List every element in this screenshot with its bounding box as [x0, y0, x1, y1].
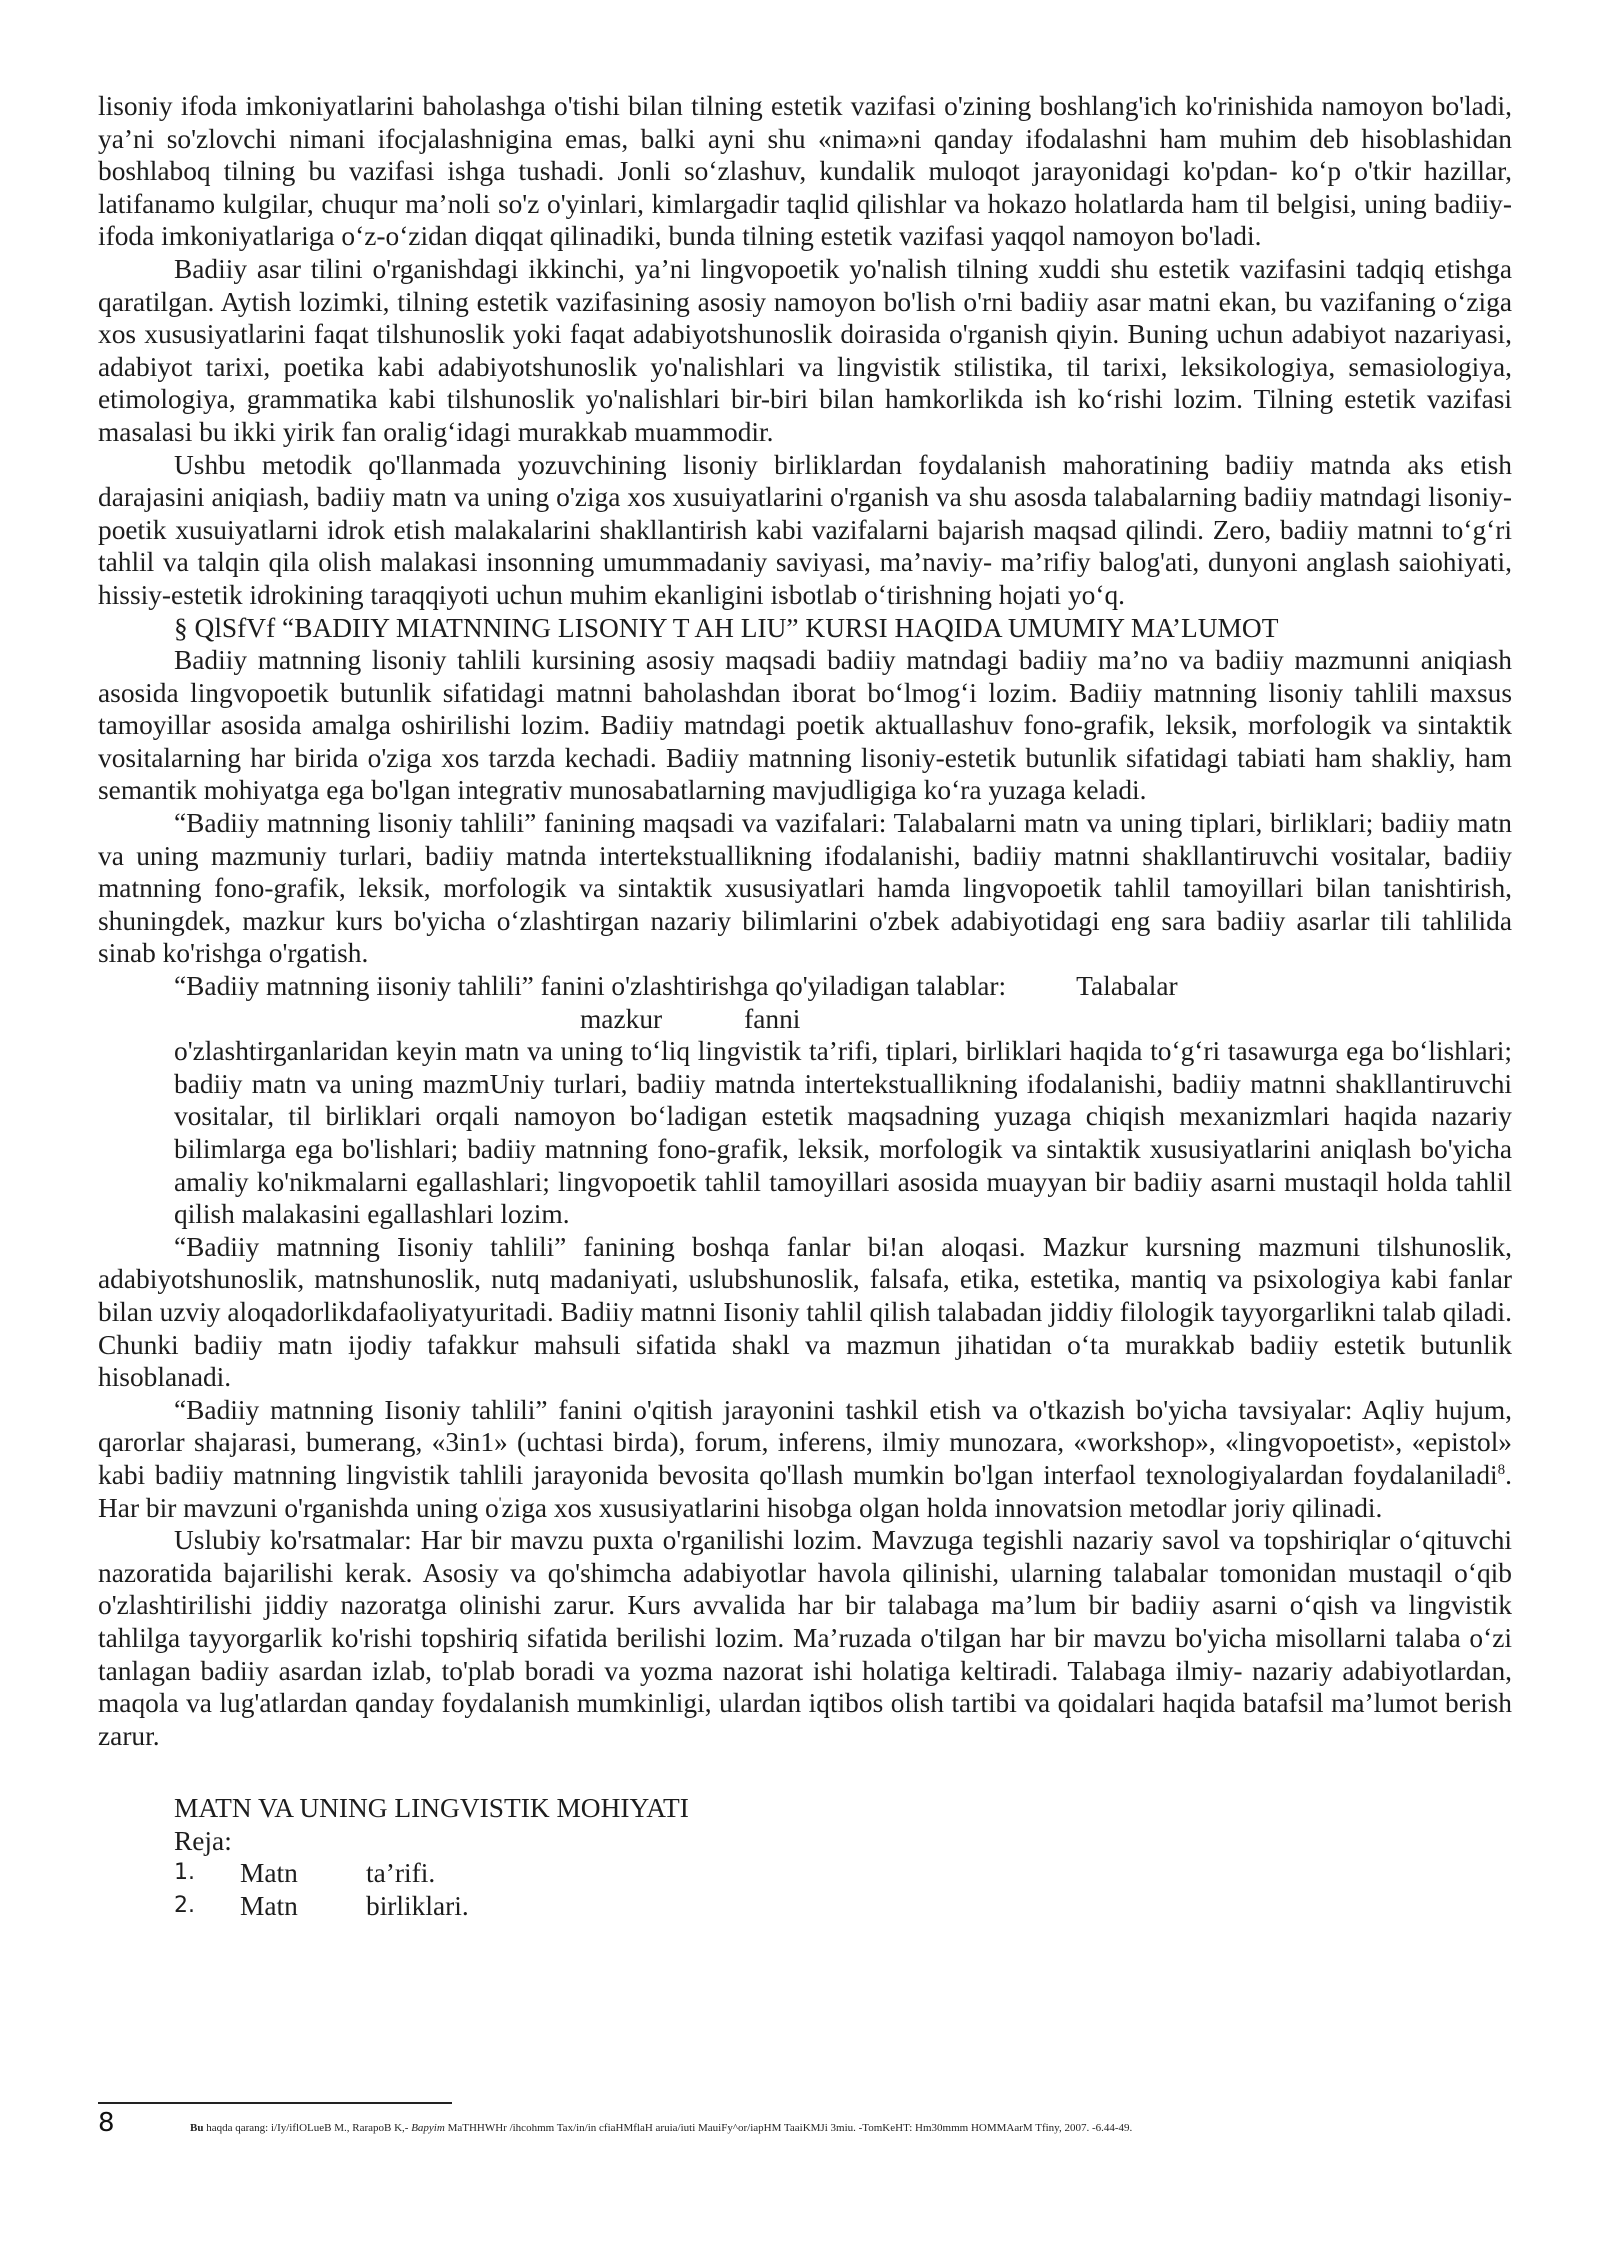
plan-item-1	[98, 1857, 1512, 1890]
plan-item-text: birliklari.	[366, 1891, 469, 1922]
paragraph-2: Badiiy asar tilini o'rganishdagi ikkinchi, ya’ni lingvopoetik yo'nalish tilning xuddi shu estetik vazifasini tadqiq etishga qaratilgan. Aytish lozimki, tilning estetik vazifasining asosiy namoyon bo'lish o'rni badiiy asar matni ekan, bu vazifaning o‘ziga xos xususiyatlarini faqat tilshunoslik yoki faqat adabiyotshunoslik doirasida o'rganish qiyin. Buning uchun adabiyot nazariyasi, adabiyot tarixi, poetika kabi adabiyotshunoslik yo'nalishlari va lingvistik stilistika, til tarixi, leksikologiya, semasiologiya, etimologiya, grammatika kabi tilshunoslik yo'nalishlari bir-biri bilan hamkorlikda ish ko‘rishi lozim. Tilning estetik vazifasi masalasi bu ikki yirik fan oralig‘idagi murakkab muammodir.	[98, 253, 1512, 447]
chapter-title: MATN VA UNING LINGVISTIK MOHIYATI	[174, 1793, 689, 1824]
paragraph-8-text-b: . Har bir mavzuni o'rganishda uning o	[98, 1459, 1512, 1523]
footnote-text-a: haqda qarang: i/Iy/iflOLueB M., RarapoB K,-	[203, 2122, 412, 2134]
plan-item-text: ta’rifi.	[366, 1858, 436, 1889]
requirements-lead-word: Talabalar	[1076, 971, 1178, 1002]
paragraph-8-text-a: “Badiiy matnning Iisoniy tahlili” fanini o'qitish jarayonini tashkil etish va o'tkazish bo'yicha tavsiyalar: Aqliy hujum, qarorlar shajarasi, bumerang, «3in1» (uchtasi birda), forum, inferens, ilmiy munozara, «workshop», «lingvopoetist», «epistol» kabi badiiy matnning lingvistik tahlili jarayonida bevosita qo'llash mumkin bo'lgan interfaol texnologiyalardan foydalaniladi	[98, 1394, 1512, 1490]
footnote-divider	[98, 2102, 452, 2104]
paragraph-4: Badiiy matnning lisoniy tahlili kursining asosiy maqsadi badiiy matndagi badiiy ma’no va badiiy mazmunni aniqiash asosida lingvopoetik butunlik sifatidagi matnni baholashdan iborat bo‘lmog‘i lozim. Badiiy matnning lisoniy tahlili maxsus tamoyillar asosida amalga oshirilishi lozim. Badiiy matndagi poetik aktuallashuv fono-grafik, leksik, morfologik va sintaktik vositalarning har birida o'ziga xos tarzda kechadi. Badiiy matnning lisoniy-estetik butunlik sifatidagi tabiati ham shakliy, ham semantik mohiyatga ega bo'lgan integrativ munosabatlarning mavjudligiga ko‘ra yuzaga keladi.	[98, 645, 1512, 806]
footnote-text-b: MaTHHWHr /ihcohmm Tax/in/in cfiaHMflaH aruia/iuti MauiFy^or/iapHM TaaiKMJi 3miu. -TomKeHT: Hm30mmm HOMMAarM Tfiny, 2007. -6.44-49.	[444, 2122, 1133, 2134]
paragraph-1: lisoniy ifoda imkoniyatlarini baholashga o'tishi bilan tilning estetik vazifasi o'zining boshlang'ich ko'rinishida namoyon bo'ladi, ya’ni so'zlovchi nimani ifocjalashnigina emas, balki ayni shu «nima»ni qanday ifodalashni ham muhim deb hisoblashidan boshlaboq tilning bu vazifasi ishga tushadi. Jonli so‘zlashuv, kundalik muloqot jarayonidagi ko'pdan- ko‘p o'tkir hazillar, latifanamo kulgilar, chuqur ma’noli so'z o'yinlari, kimlargadir taqlid qilishlar va hokazo holatlarda ham til belgisi, uning badiiy-ifoda imkoniyatlariga o‘z-o‘zidan diqqat qilinadiki, bunda tilning estetik vazifasi yaqqol namoyon bo'ladi.	[98, 91, 1512, 252]
requirements-paragraph: o'zlashtirganlaridan keyin matn va uning to‘liq lingvistik ta’rifi, tiplari, birliklari haqida to‘g‘ri tasawurga ega bo‘lishlari; badiiy matn va uning mazmUniy turlari, badiiy matnda intertekstuallikning ifodalanishi, badiiy matnni shakllantiruvchi vositalar, til birliklari orqali namoyon bo‘ladigan estetik maqsadning yuzaga chiqish mexanizmlari haqida nazariy bilimlarga ega bo'lishlari; badiiy matnning fono-grafik, leksik, morfologik va sintaktik xususiyatlarini aniqlash bo'yicha amaliy ko'nikmalarni egallashlari; lingvopoetik tahlil tamoyillari asosida muayyan bir badiiy asarni mustaqil holda tahlil qilish malakasini egallashlari lozim.	[174, 1036, 1512, 1230]
footnote-number: 8	[98, 2108, 115, 2138]
paragraph-3: Ushbu metodik qo'llanmada yozuvchining lisoniy birliklardan foydalanish mahoratining badiiy matnda aks etish darajasini aniqiash, badiiy matn va uning o'ziga xos xusuiyatlarini o'rganish va shu asosda talabalarning badiiy matndagi lisoniy-poetik xusuiyatlarni idrok etish malakalarini shakllantirish kabi vazifalarni bajarish maqsad qilindi. Zero, badiiy matnni to‘g‘ri tahlil va talqin qila olish malakasi insonning umummadaniy saviyasi, ma’naviy- ma’rifiy balog'ati, dunyoni anglash saiohiyati, hissiy-estetik idrokining taraqqiyoti uchun muhim ekanligini isbotlab o‘tirishning hojati yo‘q.	[98, 449, 1512, 610]
document-body	[98, 90, 1512, 1923]
footnote-reference[interactable]: 8	[1497, 1461, 1506, 1478]
paragraph-8	[98, 1394, 1512, 1524]
plan-item-2	[98, 1890, 1512, 1923]
section-heading: § QlSfVf “BADIIY MIATNNING LISONIY T AH LIU” KURSI HAQIDA UMUMIY MA’LUMOT	[174, 612, 1279, 643]
plan-item-number: 2.	[174, 1893, 195, 1919]
requirements-word-mazkur: mazkur	[580, 1003, 663, 1034]
plan-item-number: 1.	[174, 1860, 195, 1886]
plan-label: Reja:	[174, 1825, 232, 1856]
plan-item-word: Matn	[240, 1858, 298, 1889]
requirements-split-line	[98, 1003, 1512, 1036]
requirements-lead-line	[98, 970, 1512, 1003]
paragraph-8-apostrophe: '	[498, 1494, 502, 1511]
footnote-italic: Bapyim	[411, 2122, 445, 2134]
footnote	[98, 2108, 1518, 2138]
requirements-lead-text: “Badiiy matnning iisoniy tahlili” fanini o'zlashtirishga qo'yiladigan talablar:	[174, 971, 1007, 1002]
plan-item-word: Matn	[240, 1891, 298, 1922]
footnote-text	[190, 2122, 1132, 2134]
paragraph-8-text-c: ziga xos xususiyatlarini hisobga olgan holda innovatsion metodlar joriy qilinadi.	[501, 1492, 1383, 1523]
requirements-word-fanni: fanni	[744, 1003, 801, 1034]
paragraph-9: Uslubiy ko'rsatmalar: Har bir mavzu puxta o'rganilishi lozim. Mavzuga tegishli nazariy savol va topshiriqlar o‘qituvchi nazoratida bajarilishi kerak. Asosiy va qo'shimcha adabiyotlar havola qilinishi, ularning talabalar tomonidan mustaqil o‘qib o'zlashtirilishi jiddiy nazoratga olinishi zarur. Kurs avvalida har bir talabaga ma’lum bir badiiy asarni o‘qish va lingvistik tahlilga tayyorgarlik ko'rishi topshiriq sifatida berilishi lozim. Ma’ruzada o'tilgan har bir mavzu bo'yicha misollarni talaba o‘zi tanlagan badiiy asardan izlab, to'plab boradi va yozma nazorat ishi holatiga keltiradi. Talabaga ilmiy- nazariy adabiyotlardan, maqola va lug'atlardan qanday foydalanish mumkinligi, ulardan iqtibos olish tartibi va qoidalari haqida batafsil ma’lumot berish zarur.	[98, 1525, 1512, 1751]
paragraph-7: “Badiiy matnning Iisoniy tahlili” fanining boshqa fanlar bi!an aloqasi. Mazkur kursning mazmuni tilshunoslik, adabiyotshunoslik, matnshunoslik, nutq madaniyati, uslubshunoslik, falsafa, etika, estetika, mantiq va psixologiya kabi fanlar bilan uzviy aloqadorlikdafaoliyatyuritadi. Badiiy matnni Iisoniy tahlil qilish talabadan jiddiy filologik tayyorgarlikni talab qiladi. Chunki badiiy matn ijodiy tafakkur mahsuli sifatida shakl va mazmun jihatidan o‘ta murakkab badiiy estetik butunlik hisoblanadi.	[98, 1231, 1512, 1393]
paragraph-5: “Badiiy matnning lisoniy tahlili” fanining maqsadi va vazifalari: Talabalarni matn va uning tiplari, birliklari; badiiy matn va uning mazmuniy turlari, badiiy matnda intertekstuallikning ifodalanishi, badiiy matnni shakllantiruvchi vositalar, badiiy matnning fono-grafik, leksik, morfologik va sintaktik xususiyatlari hamda lingvopoetik tahlil tamoyillari bilan tanishtirish, shuningdek, mazkur kurs bo'yicha o‘zlashtirgan nazariy bilimlarini o'zbek adabiyotidagi eng sara badiiy asarlar tili tahlilida sinab ko'rishga o'rgatish.	[98, 808, 1512, 969]
footnote-bold: Bu	[190, 2122, 204, 2134]
